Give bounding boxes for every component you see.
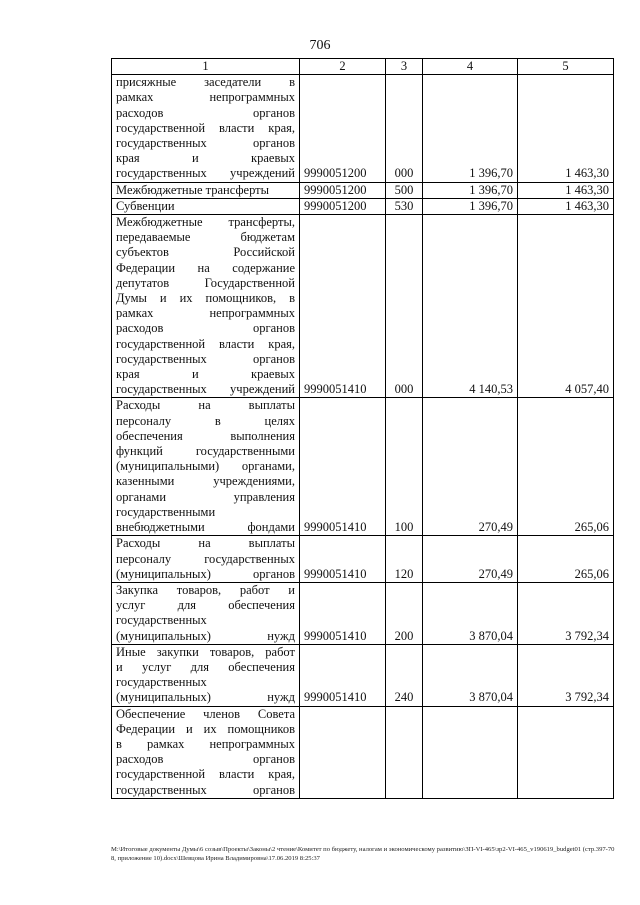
row-expense-type: 000 (386, 215, 423, 398)
row-amount-1: 270,49 (423, 398, 518, 536)
row-amount-1: 270,49 (423, 536, 518, 583)
row-amount-1: 3 870,04 (423, 644, 518, 706)
col-header-1: 1 (112, 59, 300, 75)
row-amount-1: 1 396,70 (423, 182, 518, 198)
table-row (112, 398, 614, 536)
row-target-code (300, 706, 386, 798)
row-amount-2: 265,06 (518, 398, 614, 536)
row-amount-2 (518, 706, 614, 798)
table-row (112, 75, 614, 182)
row-amount-1 (423, 706, 518, 798)
table-row (112, 582, 614, 644)
page-number: 706 (309, 38, 331, 53)
table-row (112, 644, 614, 706)
budget-table (111, 58, 614, 799)
row-expense-type: 530 (386, 198, 423, 214)
row-expense-type: 240 (386, 644, 423, 706)
row-target-code: 9990051410 (300, 582, 386, 644)
row-target-code: 9990051410 (300, 398, 386, 536)
row-expense-type: 120 (386, 536, 423, 583)
table-row (112, 215, 614, 398)
row-expense-type: 000 (386, 75, 423, 182)
row-target-code: 9990051200 (300, 75, 386, 182)
row-description: Межбюджетные трансферты, передаваемые бюджетам субъектов Российской Федерации на содержание депутатов Государственной Думы и их помощников, в рамках непрограммных расходов органов государственной власти края, государственных органов края и краевых государственных учреждений (112, 215, 300, 398)
row-target-code: 9990051410 (300, 215, 386, 398)
col-header-2: 2 (300, 59, 386, 75)
row-amount-2: 3 792,34 (518, 582, 614, 644)
row-amount-1: 1 396,70 (423, 198, 518, 214)
row-expense-type: 200 (386, 582, 423, 644)
table-row (112, 536, 614, 583)
row-description: Иные закупки товаров, работ и услуг для обеспечения государственных (муниципальных) нужд (112, 644, 300, 706)
row-amount-1: 4 140,53 (423, 215, 518, 398)
row-amount-2: 1 463,30 (518, 198, 614, 214)
table-row (112, 182, 614, 198)
table-row (112, 198, 614, 214)
row-amount-1: 1 396,70 (423, 75, 518, 182)
row-amount-2: 3 792,34 (518, 644, 614, 706)
row-target-code: 9990051410 (300, 536, 386, 583)
col-header-5: 5 (518, 59, 614, 75)
row-target-code: 9990051200 (300, 182, 386, 198)
row-expense-type (386, 706, 423, 798)
row-description: Межбюджетные трансферты (112, 182, 300, 198)
header-row (112, 59, 614, 75)
row-expense-type: 500 (386, 182, 423, 198)
row-description: присяжные заседатели в рамках непрограммных расходов органов государственной власти края, государственных органов края и краевых государственных учреждений (112, 75, 300, 182)
table-row (112, 706, 614, 798)
row-amount-2: 265,06 (518, 536, 614, 583)
row-amount-2: 4 057,40 (518, 215, 614, 398)
col-header-4: 4 (423, 59, 518, 75)
col-header-3: 3 (386, 59, 423, 75)
row-target-code: 9990051200 (300, 198, 386, 214)
row-amount-1: 3 870,04 (423, 582, 518, 644)
row-description: Расходы на выплаты персоналу государственных (муниципальных) органов (112, 536, 300, 583)
row-description: Обеспечение членов Совета Федерации и их помощников в рамках непрограммных расходов органов государственной власти края, государственных органов (112, 706, 300, 798)
row-amount-2: 1 463,30 (518, 182, 614, 198)
row-target-code: 9990051410 (300, 644, 386, 706)
row-expense-type: 100 (386, 398, 423, 536)
row-description: Закупка товаров, работ и услуг для обеспечения государственных (муниципальных) нужд (112, 582, 300, 644)
row-description: Расходы на выплаты персоналу в целях обеспечения выполнения функций государственными (муниципальными) органами, казенными учреждениями, органами управления государственными внебюджетными фондами (112, 398, 300, 536)
row-description: Субвенции (112, 198, 300, 214)
row-amount-2: 1 463,30 (518, 75, 614, 182)
document-path-footer: М:\Итоговые документы Думы\6 созыв\Проекты\Законы\2 чтение\Комитет по бюджету, налогам и экономическому развитию\ЗП-VI-465\зр2-VI-465_v190619_budget01 (стр.397-708, приложение 10).docx\Шевцова Ирина Владимировна\17.06.2019 8:25:37 (111, 846, 615, 862)
